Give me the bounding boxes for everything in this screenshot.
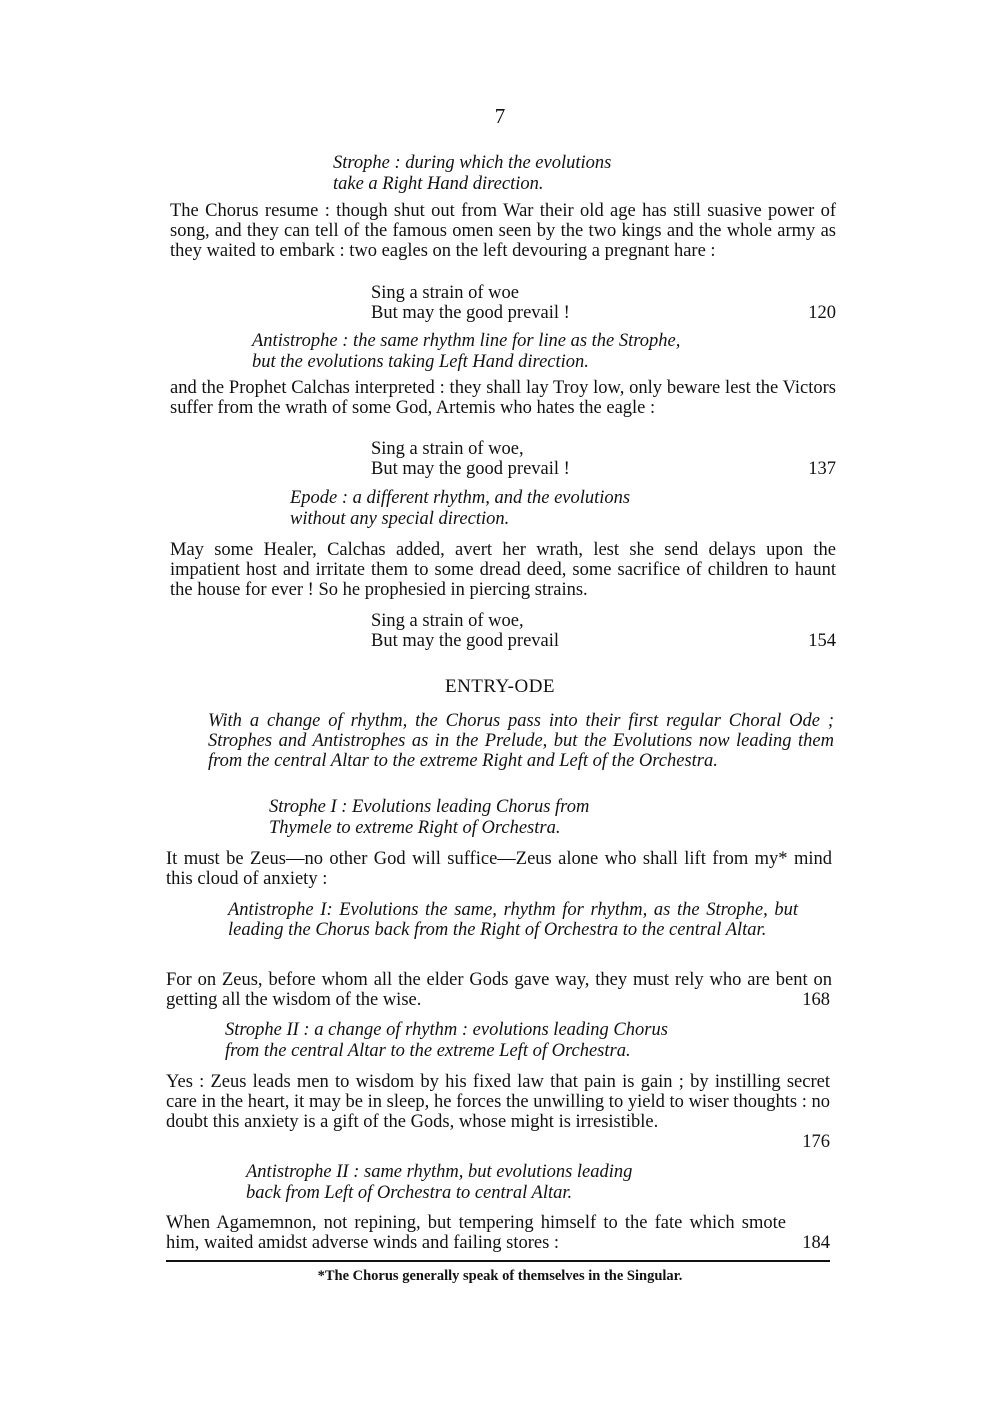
prose-paragraph: May some Healer, Calchas added, avert her wrath, lest she send delays upon the impatient host and irritate them to some dread deed, some sacrifice of children to haunt the house for ever ! So he prophesied in piercing strains. [170, 540, 836, 600]
refrain-line: Sing a strain of woe, [371, 611, 524, 631]
refrain-line [371, 459, 836, 479]
stage-line: but the evolutions taking Left Hand direction. [252, 352, 589, 372]
antistrophe-ii-direction [246, 1162, 632, 1204]
refrain [371, 439, 836, 479]
refrain-text: But may the good prevail [371, 631, 560, 651]
line-number: 168 [802, 990, 830, 1010]
prose-paragraph: The Chorus resume : though shut out from War their old age has still suasive power of song, and they can tell of the famous omen seen by the two kings and the whole army as they waited to embark : two eagles on the left devouring a pregnant hare : [170, 201, 836, 261]
refrain-text: But may the good prevail ! [371, 303, 570, 323]
stage-line: take a Right Hand direction. [333, 174, 544, 194]
line-number: 184 [802, 1233, 830, 1253]
refrain [371, 283, 836, 323]
strophe-stage-direction [333, 153, 611, 195]
prose-paragraph: It must be Zeus—no other God will suffice—Zeus alone who shall lift from my* mind this cloud of anxiety : [166, 849, 832, 889]
entry-ode-intro: With a change of rhythm, the Chorus pass into their first regular Choral Ode ; Strophes and Antistrophes as in the Prelude, but the Evolutions now leading them from the central Altar to the extreme Right and Left of the Orchestra. [208, 711, 834, 771]
section-heading: ENTRY-ODE [444, 676, 556, 697]
stage-line: Antistrophe II : same rhythm, but evolutions leading [246, 1162, 633, 1182]
prose-text: For on Zeus, before whom all the elder Gods gave way, they must rely who are bent on getting all the wisdom of the wise. [166, 970, 832, 1010]
strophe-ii-direction [225, 1020, 668, 1062]
prose-paragraph: and the Prophet Calchas interpreted : they shall lay Troy low, only beware lest the Victors suffer from the wrath of some God, Artemis who hates the eagle : [170, 378, 836, 418]
epode-stage-direction [290, 488, 630, 530]
stage-line: Strophe II : a change of rhythm : evolutions leading Chorus [225, 1020, 668, 1040]
strophe-i-direction [269, 797, 589, 839]
stage-line: Epode : a different rhythm, and the evolutions [290, 488, 631, 508]
stage-line: from the central Altar to the extreme Left of Orchestra. [225, 1041, 631, 1061]
refrain-line [371, 631, 836, 651]
prose-paragraph: When Agamemnon, not repining, but tempering himself to the fate which smote him, waited amidst adverse winds and failing stores : [166, 1213, 786, 1253]
line-number: 154 [808, 631, 836, 651]
stage-line: Thymele to extreme Right of Orchestra. [269, 818, 561, 838]
refrain-line: Sing a strain of woe, [371, 439, 524, 459]
stage-line: Strophe I : Evolutions leading Chorus from [269, 797, 590, 817]
stage-line: Strophe : during which the evolutions [333, 153, 612, 173]
prose-paragraph [166, 970, 832, 1010]
footnote: *The Chorus generally speak of themselves in the Singular. [317, 1268, 683, 1284]
footnote-rule [166, 1260, 830, 1262]
refrain-line: Sing a strain of woe [371, 283, 519, 303]
prose-paragraph: Yes : Zeus leads men to wisdom by his fixed law that pain is gain ; by instilling secret care in the heart, it may be in sleep, he forces the unwilling to yield to wiser thoughts : no doubt this anxiety is a gift of the Gods, whose might is irresistible. [166, 1072, 830, 1132]
line-number: 137 [808, 459, 836, 479]
refrain-text: But may the good prevail ! [371, 459, 570, 479]
page-number: 7 [494, 104, 506, 128]
stage-line: without any special direction. [290, 509, 510, 529]
line-number: 176 [802, 1132, 830, 1152]
antistrophe-i-direction: Antistrophe I: Evolutions the same, rhythm for rhythm, as the Strophe, but leading the Chorus back from the Right of Orchestra to the central Altar. [228, 900, 798, 940]
refrain [371, 611, 836, 651]
stage-line: Antistrophe : the same rhythm line for line as the Strophe, [252, 331, 681, 351]
line-number: 120 [808, 303, 836, 323]
stage-line: back from Left of Orchestra to central Altar. [246, 1183, 573, 1203]
antistrophe-stage-direction [252, 331, 680, 373]
refrain-line [371, 303, 836, 323]
